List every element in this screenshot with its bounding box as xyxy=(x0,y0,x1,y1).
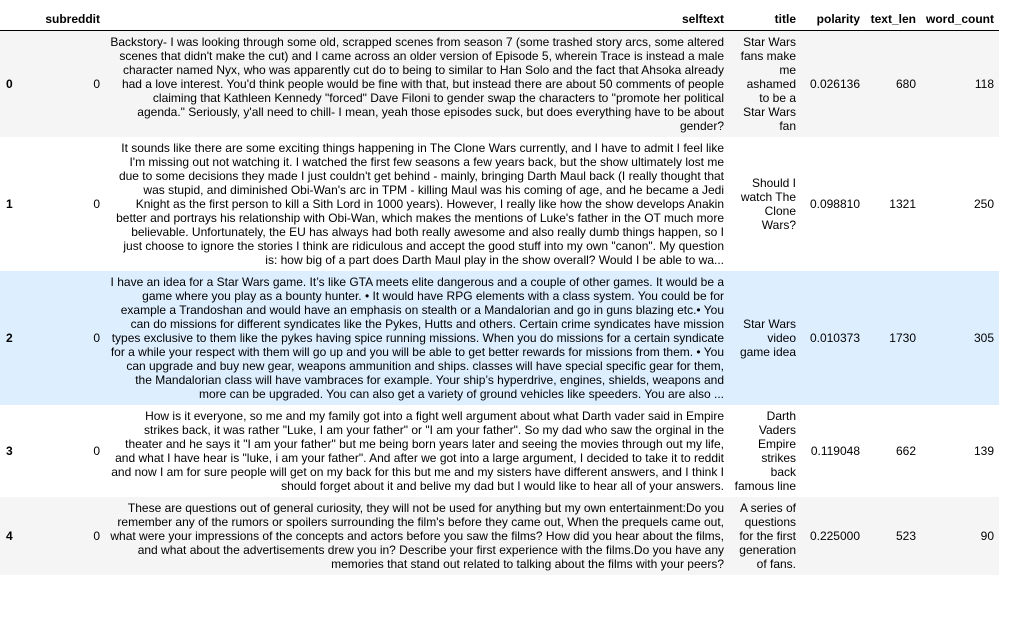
header-row xyxy=(0,8,999,31)
row-index: 3 xyxy=(6,444,13,458)
table-row xyxy=(0,405,999,497)
cell-selftext: It sounds like there are some exciting things happening in The Clone Wars currently, and I have to admit I feel like I'm missing out not watching it. I watched the first few seasons a few years back, but the show ultimately lost me due to some decisions they made I just couldn't get behind - mainly, bringing Darth Maul back (I really thought that was stupid, and diminished Obi-Wan's arc in TPM - killing Maul was his coming of age, and he became a Jedi Knight as the first person to kill a Sith Lord in 1000 years). However, I really like how the show develops Anakin better and portrays his relationship with Obi-Wan, which makes the mentions of Luke's father in the OT much more believable. Unfortunately, the EU has always had both really awesome and also really dumb things happen, so I just choose to ignore the stories I think are ridiculous and accept the good stuff into my own "canon". My question is: how big of a part does Darth Maul play in the show overall? Would I be able to wa... xyxy=(116,141,724,267)
cell-word-count: 139 xyxy=(973,444,994,458)
cell-polarity: 0.098810 xyxy=(809,197,860,211)
row-index: 1 xyxy=(6,197,13,211)
header-text-len: text_len xyxy=(865,8,921,31)
cell-subreddit: 0 xyxy=(93,529,100,543)
cell-polarity: 0.119048 xyxy=(810,444,860,458)
cell-selftext: How is it everyone, so me and my family got into a fight well argument about what Darth vader said in Empire strikes back, it was rather "Luke, I am your father" or "I am your father". So my dad who saw the orginal in the theater and he says it "I am your father" but me being born years later and seeing the movies through out my life, and what I have hear is "luke, i am your father". And after we got into a large argument, I decided to take it to reddit and now I am for sure people will get on my back for this but me and my sisters have different answers, and I think I should forget about it and belive my dad but I would like to hear all of your answers. xyxy=(111,409,724,493)
cell-subreddit: 0 xyxy=(93,77,100,91)
cell-subreddit: 0 xyxy=(93,444,100,458)
cell-title: Darth Vaders Empire strikes back famous line xyxy=(734,409,796,493)
cell-word-count: 305 xyxy=(973,331,994,345)
cell-text-len: 680 xyxy=(895,77,916,91)
cell-text-len: 523 xyxy=(895,529,916,543)
cell-title: Star Wars video game idea xyxy=(739,317,796,359)
row-index: 0 xyxy=(6,77,13,91)
cell-word-count: 250 xyxy=(973,197,994,211)
table-row xyxy=(0,137,999,271)
table-body xyxy=(0,31,999,576)
cell-selftext: Backstory- I was looking through some old, scrapped scenes from season 7 (some trashed story arcs, some altered scenes that didn't make the cut) and I came across an older version of Episode 5, wherein Trace is instead a male character named Nyx, who was apparently cut do to being to similar to Han Solo and the fact that Ahsoka already had a love interest. You'd think people would be fine with that, but instead there are about 50 comments of people claiming that Kathleen Kennedy "forced" Dave Filoni to gender swap the characters to "promote her political agenda." Seriously, y'all need to chill- I mean, yeah those episodes suck, but does everything have to be about gender? xyxy=(110,35,724,133)
cell-selftext: I have an idea for a Star Wars game. It’s like GTA meets elite dangerous and a couple of other games. It would be a game where you play as a bounty hunter. • It would have RPG elements with a class system. You could be for example a Trandoshan and would have an emphasis on stealth or a Mandalorian and go in guns blazing etc.• You can do missions for different syndicates like the Pykes, Hutts and others. Certain crime syndicates have mission types exclusive to them like the pykes having spice running missions. When you do missions for a certain syndicate for a while your respect with them will go up and you will be able to get better rewards for missions from them. • You can upgrade and buy new gear, weapons ammunition and ships. classes will have special specific gear for them, the Mandalorian class will have vambraces for example. Your ship’s hyperdrive, engines, shields, weapons and more can be upgraded. You can also get a variety of ground vehicles like speeders. You are also ... xyxy=(110,275,724,401)
header-selftext: selftext xyxy=(105,8,729,31)
cell-subreddit: 0 xyxy=(93,331,100,345)
cell-word-count: 118 xyxy=(974,77,994,91)
row-index: 2 xyxy=(6,331,13,345)
cell-word-count: 90 xyxy=(980,529,994,543)
header-polarity: polarity xyxy=(801,8,865,31)
header-title: title xyxy=(729,8,801,31)
cell-title: Star Wars fans make me ashamed to be a Star Wars fan xyxy=(740,35,796,133)
header-subreddit: subreddit xyxy=(25,8,105,31)
cell-text-len: 662 xyxy=(895,444,916,458)
cell-title: A series of questions for the first generation of fans. xyxy=(739,501,796,571)
row-index: 4 xyxy=(6,529,13,543)
cell-polarity: 0.225000 xyxy=(809,529,860,543)
cell-text-len: 1730 xyxy=(889,331,916,345)
dataframe-table xyxy=(0,8,999,575)
header-word-count: word_count xyxy=(921,8,999,31)
table-row xyxy=(0,31,999,138)
table-row xyxy=(0,271,999,405)
header-index xyxy=(0,8,25,31)
cell-subreddit: 0 xyxy=(93,197,100,211)
table-header xyxy=(0,8,999,31)
cell-text-len: 1321 xyxy=(889,197,916,211)
cell-polarity: 0.026136 xyxy=(809,77,860,91)
cell-title: Should I watch The Clone Wars? xyxy=(740,176,796,232)
cell-polarity: 0.010373 xyxy=(809,331,860,345)
table-row xyxy=(0,497,999,575)
cell-selftext: These are questions out of general curiosity, they will not be used for anything but my own entertainment:Do you remember any of the rumors or spoilers surrounding the film's before they came out, When the prequels came out, what were your impressions of the concepts and actors before you saw the films? How did you hear about the films, and what about the advertisements drew you in? Describe your first experience with the films.Do you have any memories that stand out related to talking about the films with your peers? xyxy=(110,501,724,571)
